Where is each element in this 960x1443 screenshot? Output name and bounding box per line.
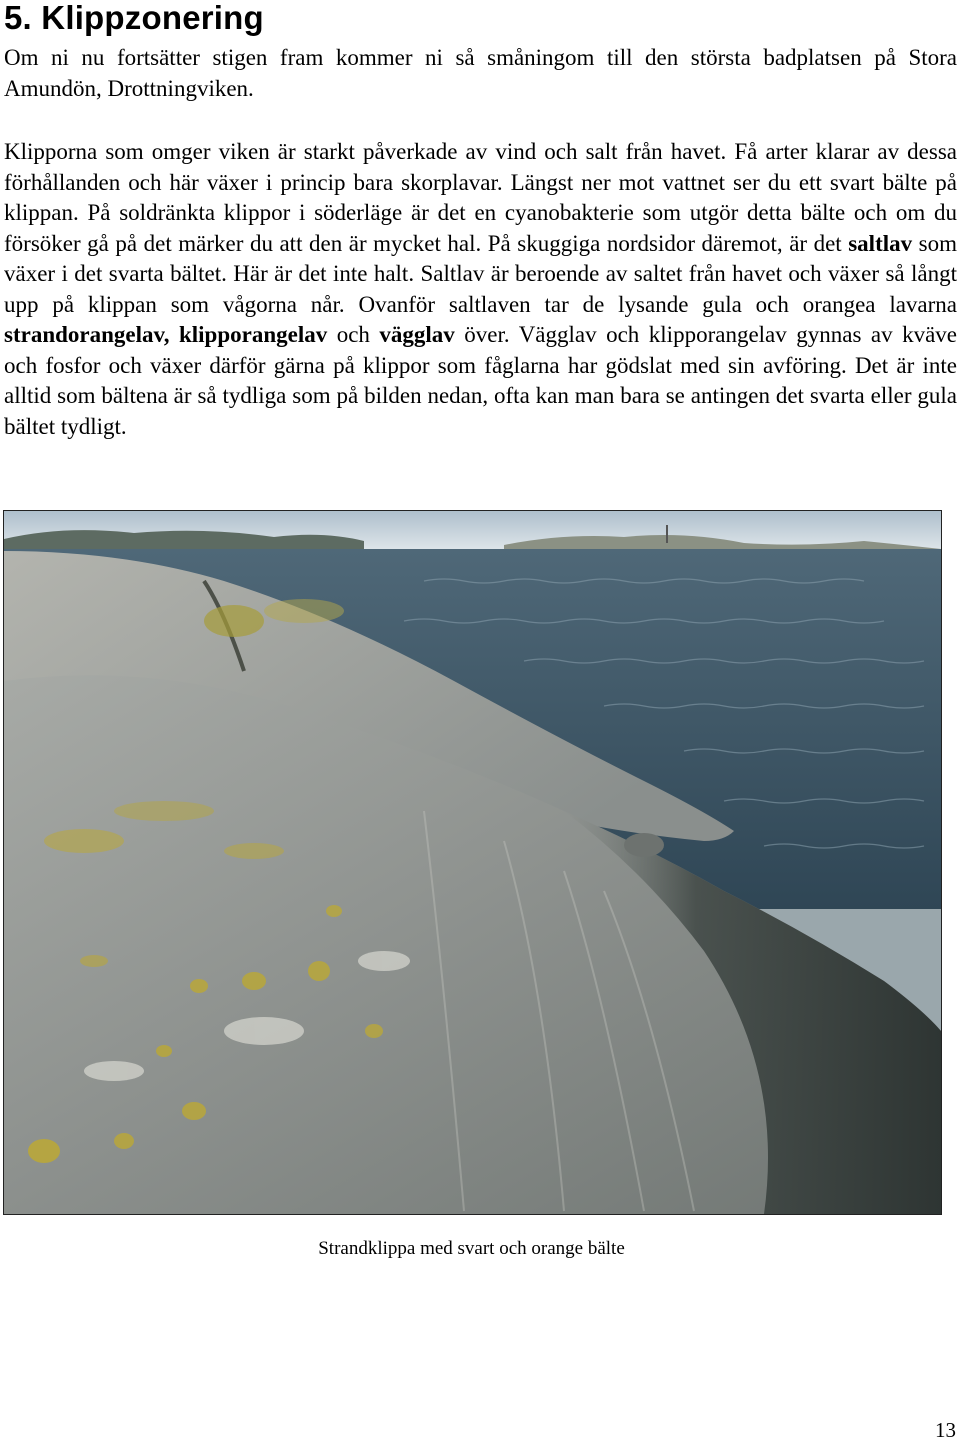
term-saltlav: saltlav xyxy=(848,230,913,256)
shore-rock-photo xyxy=(3,510,942,1215)
lichen-patch xyxy=(204,605,264,637)
term-orangelav: strandorangelav, klipporangelav xyxy=(4,322,328,347)
zonation-paragraph xyxy=(4,137,957,442)
page-heading: 5. Klippzonering xyxy=(4,0,264,36)
term-vagglav: vägglav xyxy=(379,322,455,347)
small-boulder xyxy=(624,833,664,857)
photo-caption: Strandklippa med svart och orange bälte xyxy=(318,1238,625,1259)
intro-paragraph: Om ni nu fortsätter stigen fram kommer ni så småningom till den största badplatsen på Stora Amundön, Drottningviken. xyxy=(4,45,957,101)
page-number: 13 xyxy=(935,1418,956,1442)
lighthouse-mark xyxy=(666,525,668,543)
paragraph-text-3: och xyxy=(327,322,380,347)
paragraph-text-2: som växer i det svarta bältet. Här är det inte halt. Saltlav är beroende av saltet från havet och växer så långt upp på klippan som vågorna når. Ovanför saltlaven tar de lysande gula och orangea lavarna xyxy=(4,230,957,317)
paragraph-text-4: över. Vägglav och klipporangelav gynnas av kväve och fosfor och växer därför gärna på klippor som fåglarna har gödslat med sin avföring. Det är inte alltid som bältena är så tydliga som på bilden nedan, ofta kan man bara se antingen det svarta eller gula bältet tydligt. xyxy=(4,322,957,439)
lichen-patch xyxy=(264,599,344,623)
paragraph-text-1: Klipporna som omger viken är starkt påverkade av vind och salt från havet. Få arter klarar av dessa förhållanden och här växer i princip bara skorplavar. Längst ner mot vattnet ser du ett svart bälte på klippan. På soldränkta klippor i söderläge är det en cyanobakterie som utgör detta bälte och om du försöker gå på det märker du att den är mycket hal. På skuggiga nordsidor däremot, är det xyxy=(4,139,957,256)
photo-illustration xyxy=(4,511,941,1214)
